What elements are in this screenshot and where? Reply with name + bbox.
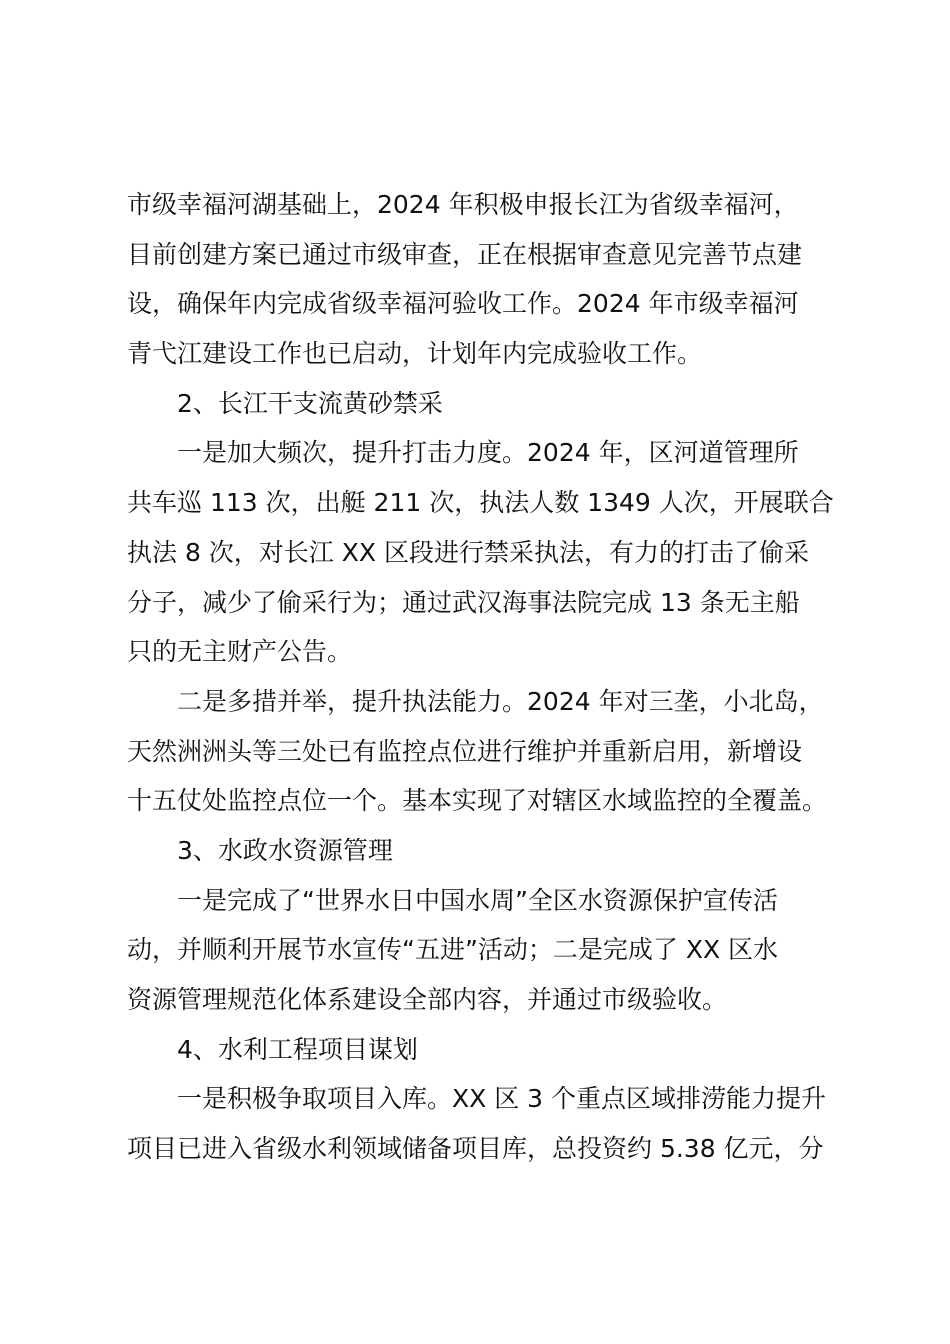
paragraph-line: 十五仗处监控点位一个。基本实现了对辖区水域监控的全覆盖。 [127, 786, 828, 816]
paragraph-line: 一是加大频次，提升打击力度。2024 年，区河道管理所 [177, 438, 799, 468]
paragraph-line: 一是积极争取项目入库。XX 区 3 个重点区域排涝能力提升 [177, 1084, 827, 1114]
section-heading: 3、水政水资源管理 [177, 835, 393, 865]
section-heading: 2、长江干支流黄砂禁采 [177, 388, 443, 418]
paragraph-line: 分子，减少了偷采行为；通过武汉海事法院完成 13 条无主船 [127, 587, 800, 617]
paragraph-line: 动，并顺利开展节水宣传“五进”活动；二是完成了 XX 区水 [127, 935, 779, 965]
paragraph-line: 执法 8 次，对长江 XX 区段进行禁采执法，有力的打击了偷采 [127, 537, 809, 567]
paragraph-line: 设，确保年内完成省级幸福河验收工作。2024 年市级幸福河 [127, 289, 799, 319]
paragraph-line: 资源管理规范化体系建设全部内容，并通过市级验收。 [127, 985, 728, 1014]
paragraph-line: 市级幸福河湖基础上，2024 年积极申报长江为省级幸福河， [127, 190, 799, 219]
document-body [127, 180, 837, 1174]
paragraph-line: 目前创建方案已通过市级审查，正在根据审查意见完善节点建 [127, 239, 803, 269]
paragraph-line: 一是完成了“世界水日中国水周”全区水资源保护宣传活 [177, 885, 778, 915]
paragraph-line: 只的无主财产公告。 [127, 637, 353, 667]
paragraph-line: 共车巡 113 次，出艇 211 次，执法人数 1349 人次，开展联合 [127, 488, 834, 518]
paragraph-line: 项目已进入省级水利领域储备项目库，总投资约 5.38 亿元，分 [127, 1134, 824, 1164]
paragraph-line: 天然洲洲头等三处已有监控点位进行维护并重新启用，新增设 [127, 736, 803, 766]
paragraph-line: 青弋江建设工作也已启动，计划年内完成验收工作。 [127, 339, 703, 369]
paragraph-line: 二是多措并举，提升执法能力。2024 年对三垄，小北岛， [177, 686, 824, 716]
section-heading: 4、水利工程项目谋划 [177, 1034, 418, 1064]
